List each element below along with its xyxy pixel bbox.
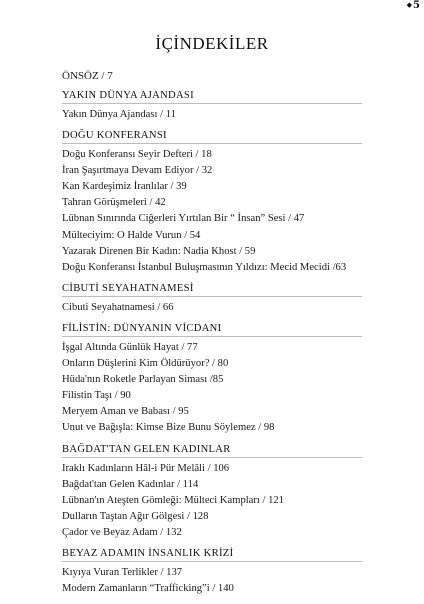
toc-section: [62, 90, 412, 123]
toc-entry: İran Şaşırtmaya Devam Ediyor / 32: [62, 165, 213, 177]
toc-entry: Yazarak Direnen Bir Kadın: Nadia Khost / 59: [62, 245, 256, 257]
page-number-value: 5: [413, 0, 420, 11]
toc-entry: Filistin Taşı / 90: [62, 390, 131, 402]
toc-section-heading: CİBUTİ SEYAHATNAMESİ: [62, 283, 362, 297]
toc-entry: Mülteciyim: O Halde Vurun / 54: [62, 229, 201, 241]
toc-entry: Lübnan'ın Ateşten Gömleği: Mülteci Kampları / 121: [62, 494, 284, 506]
toc-entry: Yakın Dünya Ajandası / 11: [62, 109, 176, 120]
toc-section: [62, 283, 412, 316]
toc-entry: Modern Zamanların “Trafficking”i / 140: [62, 583, 234, 595]
toc-entry: Iraklı Kadınların Hâl-i Pür Melâli / 106: [62, 462, 230, 474]
toc-entry: Onların Düşlerini Kim Öldürüyor? / 80: [62, 358, 229, 370]
toc-entry: Kıyıya Vuran Terlikler / 137: [62, 566, 183, 578]
toc-sections: [62, 90, 412, 597]
table-of-contents: [62, 70, 412, 604]
toc-entry: Kan Kardeşimiz İranlılar / 39: [62, 181, 187, 193]
toc-entry: Tahran Görüşmeleri / 42: [62, 197, 166, 209]
toc-section-heading: BAĞDAT'TAN GELEN KADINLAR: [62, 444, 362, 458]
toc-entry: Çador ve Beyaz Adam / 132: [62, 526, 182, 538]
toc-entry: Doğu Konferansı İstanbul Buluşmasının Yıldızı: Mecid Mecidi /63: [62, 261, 347, 273]
toc-section-heading: BEYAZ ADAMIN İNSANLIK KRİZİ: [62, 548, 362, 562]
toc-section: [62, 130, 412, 276]
toc-entry: Bağdat'tan Gelen Kadınlar / 114: [62, 478, 199, 490]
page-number: [407, 0, 420, 11]
toc-entry: Unut ve Bağışla: Kimse Bize Bunu Söylemez / 98: [62, 422, 275, 434]
toc-entry: Lübnan Sınırında Ciğerleri Yırtılan Bir “ İnsan” Sesi / 47: [62, 213, 305, 225]
toc-section-heading: YAKIN DÜNYA AJANDASI: [62, 90, 362, 104]
toc-section: [62, 444, 412, 541]
toc-section: [62, 323, 412, 437]
toc-preface: ÖNSÖZ / 7: [62, 70, 113, 82]
bullet-icon: ◆: [406, 0, 413, 9]
toc-entry: Hüda'nın Roketle Parlayan Siması /85: [62, 374, 224, 386]
toc-entry: Meryem Aman ve Babası / 95: [62, 406, 189, 418]
toc-section-heading: DOĞU KONFERANSI: [62, 130, 362, 144]
toc-entry: Doğu Konferansı Seyir Defteri / 18: [62, 149, 212, 161]
toc-section: [62, 548, 412, 597]
toc-entry: İşgal Altında Günlük Hayat / 77: [62, 341, 198, 353]
toc-entry: Dulların Taştan Ağır Gölgesi / 128: [62, 510, 209, 522]
toc-section-heading: FİLİSTİN: DÜNYANIN VİCDANI: [62, 323, 362, 337]
page-title: İÇİNDEKİLER: [155, 34, 269, 53]
toc-entry: Cibuti Seyahatnamesi / 66: [62, 301, 174, 313]
